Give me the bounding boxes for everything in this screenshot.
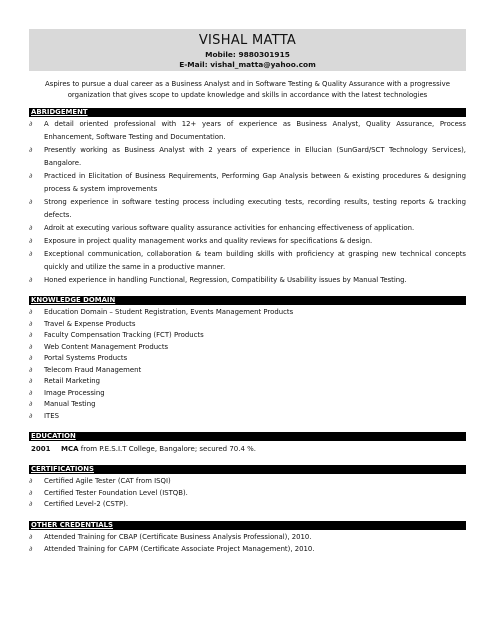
bullet-icon: ∂ bbox=[29, 308, 33, 316]
bullet-icon: ∂ bbox=[29, 319, 33, 328]
list-item: ∂ Manual Testing bbox=[29, 399, 466, 411]
list-item: ∂ Attended Training for CAPM (Certificate Associate Project Management), 2010. bbox=[29, 544, 466, 556]
bullet-icon: ∂ bbox=[29, 237, 33, 245]
list-item: ∂ Honed experience in handling Functional, Regression, Compatibility & Usability issues by Manual Testing. bbox=[29, 274, 466, 287]
mobile-number: Mobile: 9880301915 bbox=[205, 50, 290, 59]
list-item: ∂ Certified Agile Tester (CAT from ISQI) bbox=[29, 476, 466, 488]
email-address: E-Mail: vishal_matta@yahoo.com bbox=[179, 60, 316, 69]
list-item: ∂ Certified Tester Foundation Level (ISTQB). bbox=[29, 488, 466, 500]
education-year: 2001 bbox=[31, 445, 51, 453]
bullet-icon: ∂ bbox=[29, 224, 33, 232]
section-heading-abridgement: ABRIDGEMENT bbox=[29, 108, 466, 117]
bullet-icon: ∂ bbox=[29, 342, 33, 351]
list-item: ∂ Adroit at executing various software quality assurance activities for enhancing effectiveness of application. bbox=[29, 222, 466, 235]
list-item: ∂ Portal Systems Products bbox=[29, 353, 466, 365]
section-heading-knowledge-domain: KNOWLEDGE DOMAIN bbox=[29, 296, 466, 305]
list-item: ∂ Practiced in Elicitation of Business Requirements, Performing Gap Analysis between & existing procedures & designing process & system improvements bbox=[29, 172, 466, 193]
bullet-icon: ∂ bbox=[29, 146, 33, 154]
list-item: ∂ ITES bbox=[29, 411, 466, 423]
list-item: ∂ Education Domain – Student Registration, Events Management Products bbox=[29, 307, 466, 319]
bullet-icon: ∂ bbox=[29, 365, 33, 374]
bullet-icon: ∂ bbox=[29, 400, 33, 408]
list-item: ∂ Strong experience in software testing process including executing tests, recording results, testing reports & tracking defects. bbox=[29, 198, 466, 219]
credentials-list bbox=[29, 532, 466, 555]
list-item: ∂ Travel & Expense Products bbox=[29, 319, 466, 331]
bullet-icon: ∂ bbox=[29, 250, 33, 258]
bullet-icon: ∂ bbox=[29, 377, 33, 385]
bullet-icon: ∂ bbox=[29, 354, 33, 362]
certifications-list bbox=[29, 476, 466, 511]
bullet-icon: ∂ bbox=[29, 276, 33, 284]
bullet-icon: ∂ bbox=[29, 172, 33, 180]
candidate-name: VISHAL MATTA bbox=[198, 33, 297, 48]
career-objective: Aspires to pursue a dual career as a Business Analyst and in Software Testing & Quality Assurance with a progressive organization that gives scope to update knowledge and skills in accordance with the latest technologies bbox=[45, 80, 450, 99]
list-item: ∂ Faculty Compensation Tracking (FCT) Products bbox=[29, 330, 466, 342]
bullet-icon: ∂ bbox=[29, 388, 33, 397]
section-heading-other-credentials: OTHER CREDENTIALS bbox=[29, 521, 466, 530]
education-degree: MCA bbox=[61, 445, 79, 453]
education-detail: from P.E.S.I.T College, Bangalore; secured 70.4 %. bbox=[78, 445, 257, 453]
list-item: ∂ Exposure in project quality management works and quality reviews for specifications & design. bbox=[29, 235, 466, 248]
bullet-icon: ∂ bbox=[29, 533, 33, 541]
bullet-icon: ∂ bbox=[29, 544, 33, 553]
list-item: ∂ Certified Level-2 (CSTP). bbox=[29, 499, 466, 511]
list-item: ∂ Attended Training for CBAP (Certificate Business Analysis Professional), 2010. bbox=[29, 532, 466, 544]
list-item: ∂ Image Processing bbox=[29, 388, 466, 400]
list-item: ∂ Presently working as Business Analyst with 2 years of experience in Ellucian (SunGard/SCT Technology Services), Bangalore. bbox=[29, 146, 466, 167]
bullet-icon: ∂ bbox=[29, 198, 33, 206]
abridgement-list bbox=[29, 118, 466, 287]
bullet-icon: ∂ bbox=[29, 120, 33, 128]
list-item: ∂ Retail Marketing bbox=[29, 376, 466, 388]
bullet-icon: ∂ bbox=[29, 331, 33, 339]
bullet-icon: ∂ bbox=[29, 500, 33, 508]
knowledge-domain-list bbox=[29, 307, 466, 422]
section-heading-education: EDUCATION bbox=[29, 432, 466, 441]
list-item: ∂ Telecom Fraud Management bbox=[29, 365, 466, 377]
list-item: ∂ Exceptional communication, collaboration & team building skills with proficiency at grasping new technical concepts quickly and utilize the same in a productive manner. bbox=[29, 250, 466, 271]
section-heading-certifications: CERTIFICATIONS bbox=[29, 465, 466, 474]
bullet-icon: ∂ bbox=[29, 488, 33, 497]
resume-header bbox=[29, 29, 466, 71]
bullet-icon: ∂ bbox=[29, 411, 33, 420]
education-entry bbox=[29, 444, 256, 454]
list-item: ∂ A detail oriented professional with 12+ years of experience as Business Analyst, Quality Assurance, Process Enhancement, Software Testing and Documentation. bbox=[29, 120, 466, 141]
list-item: ∂ Web Content Management Products bbox=[29, 342, 466, 354]
bullet-icon: ∂ bbox=[29, 477, 33, 485]
